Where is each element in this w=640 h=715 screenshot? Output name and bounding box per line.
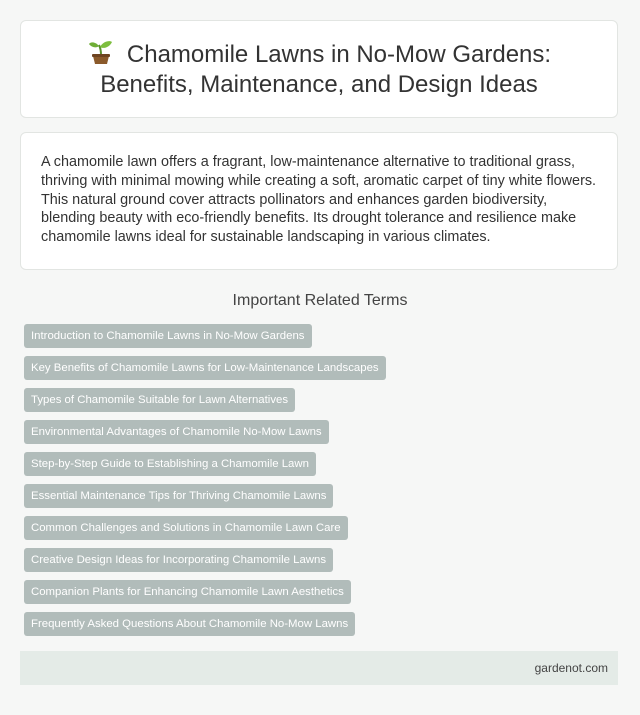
related-term-tag[interactable]: Step-by-Step Guide to Establishing a Chamomile Lawn [24,452,316,476]
page-title [21,39,617,100]
related-term-tag[interactable]: Frequently Asked Questions About Chamomile No-Mow Lawns [24,612,355,636]
related-term-tag[interactable]: Introduction to Chamomile Lawns in No-Mow Gardens [24,324,312,348]
related-term-tag[interactable]: Common Challenges and Solutions in Chamomile Lawn Care [24,516,348,540]
seedling-icon [87,39,115,65]
related-terms-list [24,324,386,644]
footer-site-link[interactable]: gardenot.com [534,661,608,675]
related-term-tag[interactable]: Key Benefits of Chamomile Lawns for Low-Maintenance Landscapes [24,356,386,380]
footer [20,651,618,685]
related-term-tag[interactable]: Types of Chamomile Suitable for Lawn Alternatives [24,388,295,412]
page-title-text: Chamomile Lawns in No-Mow Gardens: Benefits, Maintenance, and Design Ideas [100,40,552,98]
description-card [20,132,618,270]
description-text: A chamomile lawn offers a fragrant, low-maintenance alternative to traditional grass, thriving with minimal mowing while creating a soft, aromatic carpet of tiny white flowers. This natural ground cover attracts pollinators and enhances garden biodiversity, blending beauty with eco-friendly benefits. Its drought tolerance and resilience make chamomile lawns ideal for sustainable landscaping in various climates. [41,154,597,246]
related-term-tag[interactable]: Companion Plants for Enhancing Chamomile Lawn Aesthetics [24,580,351,604]
related-term-tag[interactable]: Creative Design Ideas for Incorporating Chamomile Lawns [24,548,333,572]
related-term-tag[interactable]: Environmental Advantages of Chamomile No-Mow Lawns [24,420,329,444]
related-terms-heading: Important Related Terms [232,292,408,309]
title-card [20,20,618,118]
related-term-tag[interactable]: Essential Maintenance Tips for Thriving Chamomile Lawns [24,484,333,508]
